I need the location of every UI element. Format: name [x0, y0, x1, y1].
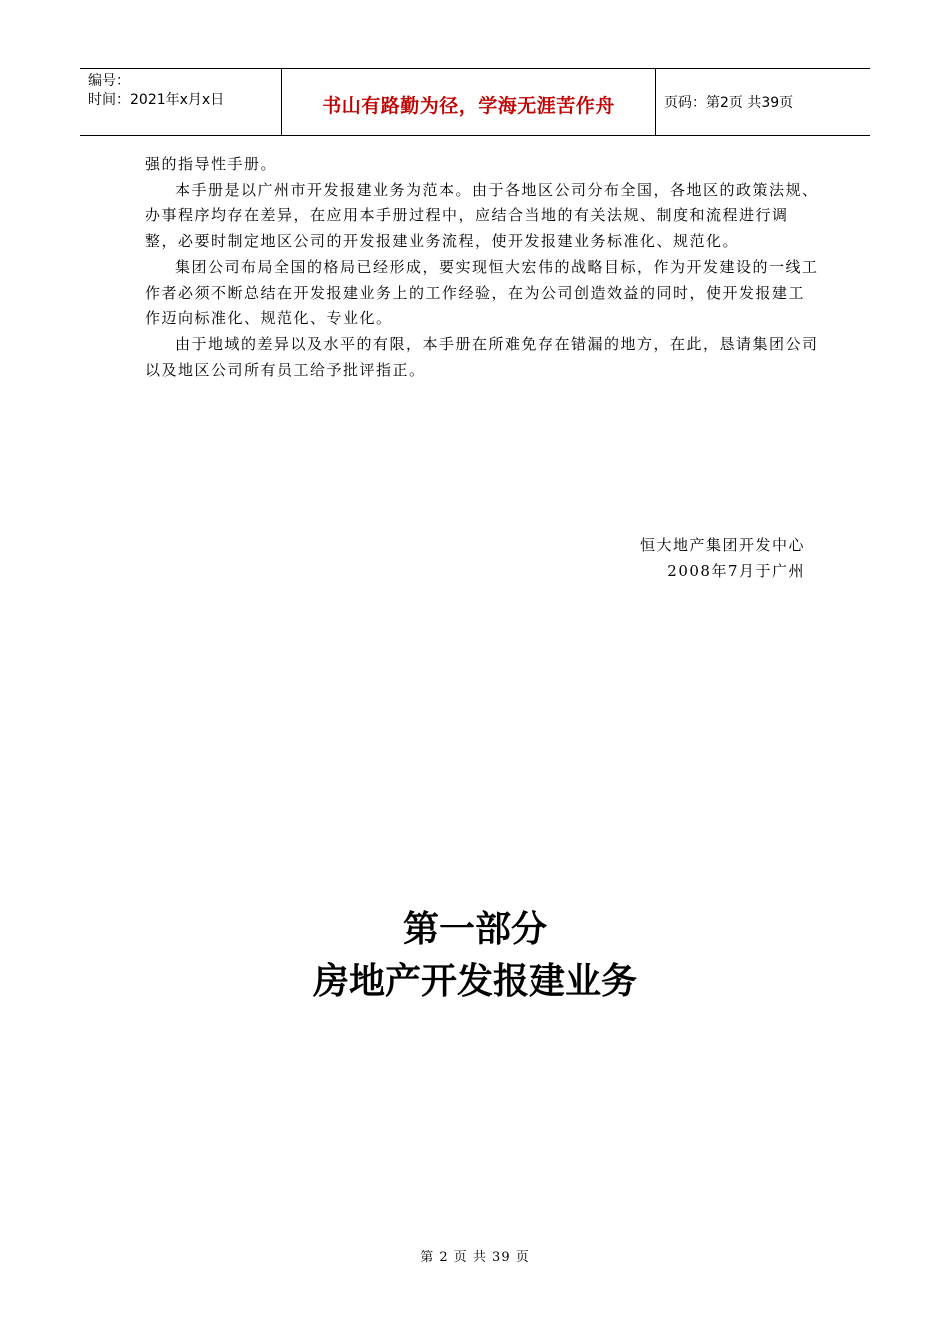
page-header: [80, 68, 870, 136]
part-title-line1: 第一部分: [402, 909, 547, 950]
signature-organization: 恒大地产集团开发中心: [639, 536, 805, 554]
page-footer: 第 2 页 共 39 页: [420, 1250, 530, 1265]
header-motto-cell: [282, 69, 656, 135]
signature-date: 2008年7月于广州: [667, 562, 805, 580]
part-title: [0, 904, 950, 1008]
paragraph-continuation: 强的指导性手册。: [145, 155, 278, 173]
paragraph: 本手册是以广州市开发报建业务为范本。由于各地区公司分布全国，各地区的政策法规、办事程序均存在差异，在应用本手册过程中，应结合当地的有关法规、制度和流程进行调整，必要时制定地区公司的开发报建业务流程，使开发报建业务标准化、规范化。: [145, 180, 819, 251]
signature-block: [640, 532, 805, 584]
header-motto: 书山有路勤为径，学海无涯苦作舟: [322, 94, 615, 117]
part-title-line2: 房地产开发报建业务: [312, 961, 637, 1002]
document-time-label: 时间：2021年x月x日: [88, 92, 225, 108]
body-text: [145, 152, 821, 383]
header-meta: [80, 69, 282, 135]
header-page-info: 页码：第2页 共39页: [664, 95, 794, 111]
paragraph: 集团公司布局全国的格局已经形成，要实现恒大宏伟的战略目标，作为开发建设的一线工作者必须不断总结在开发报建业务上的工作经验，在为公司创造效益的同时，使开发报建工作迈向标准化、规范化、专业化。: [145, 257, 819, 328]
paragraph: 由于地域的差异以及水平的有限，本手册在所难免存在错漏的地方，在此，恳请集团公司以及地区公司所有员工给予批评指正。: [145, 334, 819, 379]
document-number-label: 编号：: [88, 73, 130, 89]
